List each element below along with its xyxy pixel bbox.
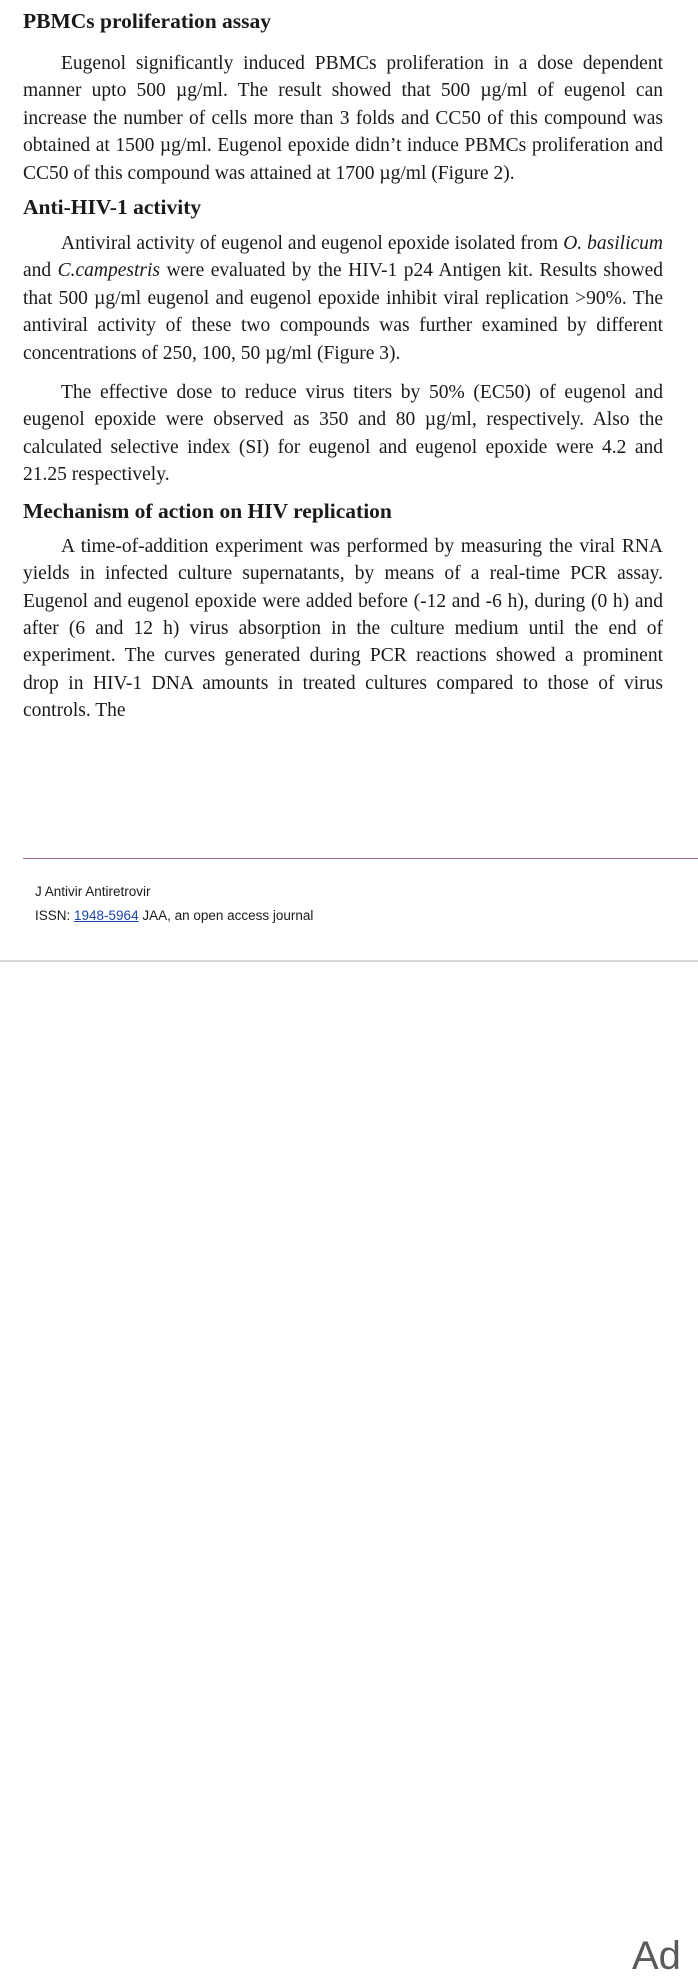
journal-footer: [35, 880, 313, 928]
ad-banner[interactable]: [0, 960, 698, 1978]
paragraph-antiviral-activity: Antiviral activity of eugenol and eugenol epoxide isolated from O. basilicum and C.campestris were evaluated by the HIV-1 p24 Antigen kit. Results showed that 500 µg/ml eugenol and eugenol epoxide inhibit viral replication >90%. The antiviral activity of these two compounds was further examined by different concentrations of 250, 100, 50 µg/ml (Figure 3).: [23, 233, 663, 364]
issn-line: [35, 904, 313, 928]
paragraph-effective-dose: The effective dose to reduce virus titers by 50% (EC50) of eugenol and eugenol epoxide were observed as 350 and 80 µg/ml, respectively. Also the calculated selective index (SI) for eugenol and eugenol epoxide were 4.2 and 21.25 respectively.: [23, 382, 663, 486]
paragraph-pbmcs: Eugenol significantly induced PBMCs proliferation in a dose dependent manner upto 500 µg/ml. The result showed that 500 µg/ml of eugenol can increase the number of cells more than 3 folds and CC50 of this compound was obtained at 1500 µg/ml. Eugenol epoxide didn’t induce PBMCs proliferation and CC50 of this compound was attained at 1700 µg/ml (Figure 2).: [23, 53, 663, 184]
section-heading-anti-hiv: Anti-HIV-1 activity: [23, 195, 202, 220]
ad-label[interactable]: Ad: [632, 1934, 681, 1978]
paragraph-mechanism: A time-of-addition experiment was performed by measuring the viral RNA yields in infected culture supernatants, by means of a real-time PCR assay. Eugenol and eugenol epoxide were added before (-12 and -6 h), during (0 h) and after (6 and 12 h) virus absorption in the culture medium until the end of experiment. The curves generated during PCR reactions showed a prominent drop in HIV-1 DNA amounts in treated cultures compared to those of virus controls. The: [23, 535, 663, 722]
journal-name: J Antivir Antiretrovir: [35, 884, 151, 899]
issn-label: ISSN:: [35, 908, 75, 923]
article-body: [23, 6, 663, 725]
section-heading-mechanism: Mechanism of action on HIV replication: [23, 498, 392, 523]
issn-link[interactable]: 1948-5964: [74, 908, 139, 923]
footer-divider: [23, 858, 698, 859]
article-page: [0, 0, 698, 960]
section-heading-pbmcs: PBMCs proliferation assay: [23, 9, 272, 33]
issn-suffix: JAA, an open access journal: [138, 908, 314, 923]
